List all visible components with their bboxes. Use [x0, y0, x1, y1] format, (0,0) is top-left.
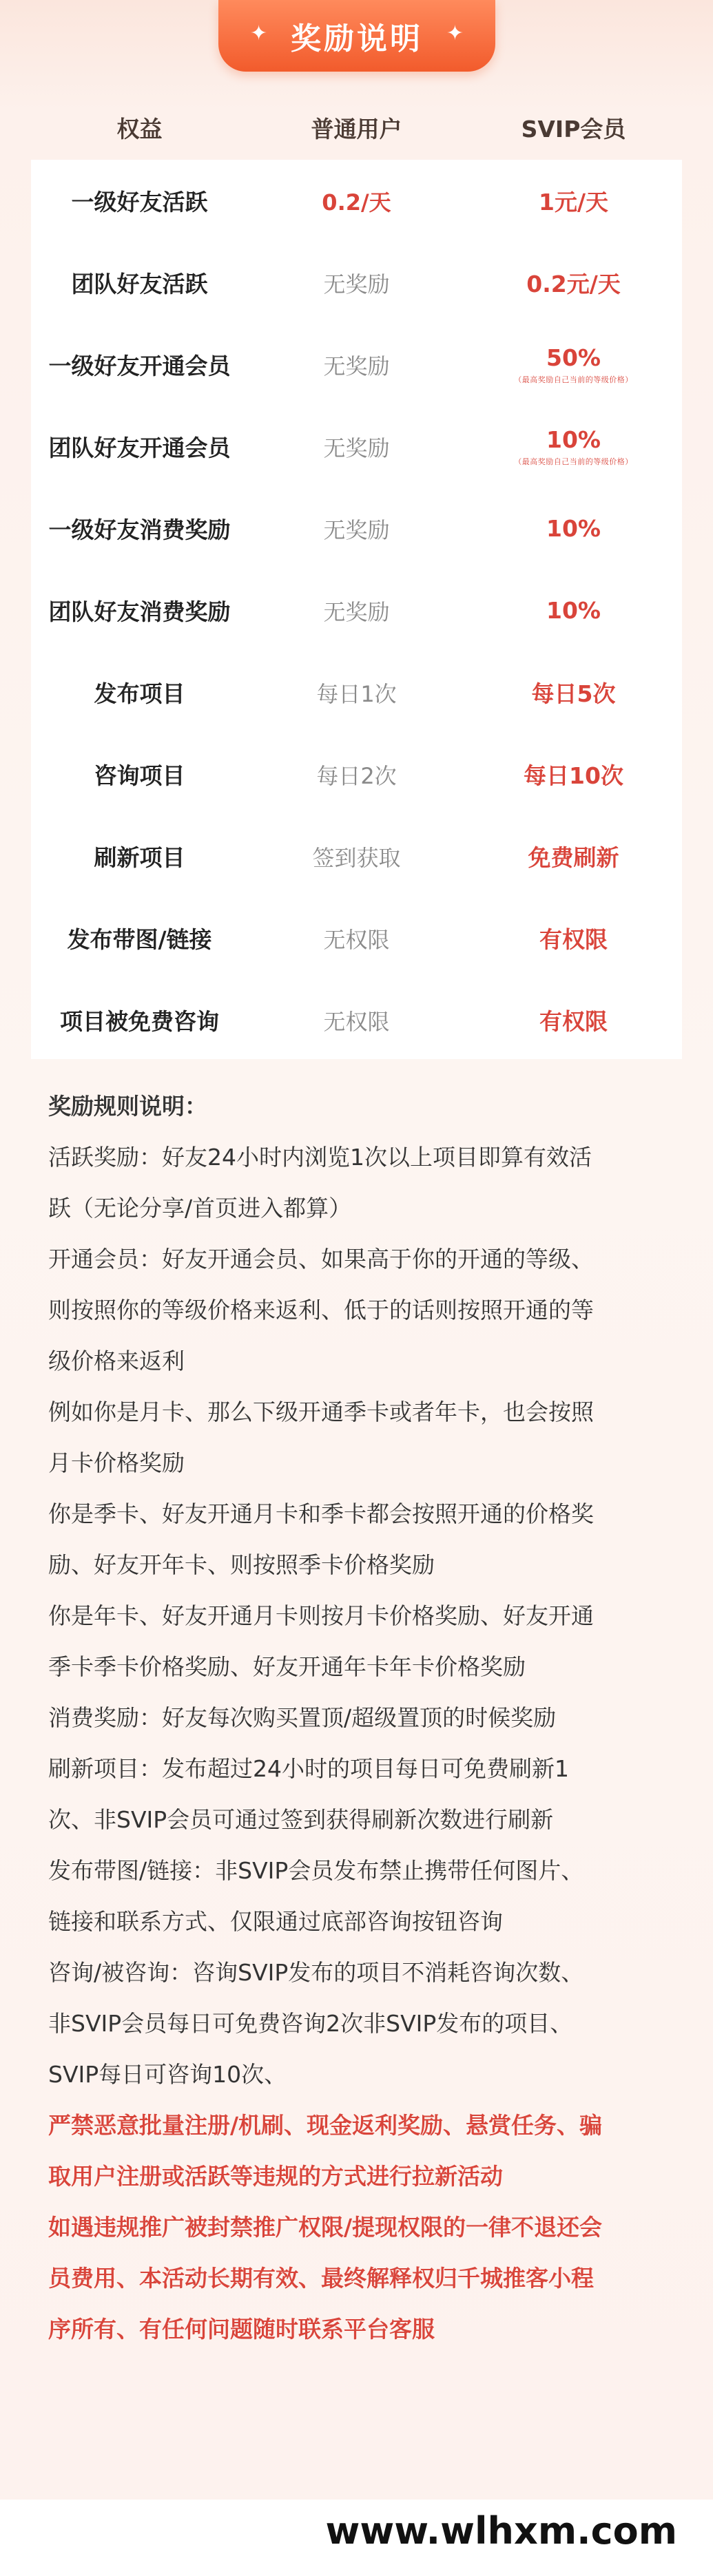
rule-text: 你是季卡、好友开通月卡和季卡都会按照开通的价格奖 [48, 1500, 594, 1527]
rule-text: 例如你是月卡、那么下级开通季卡或者年卡，也会按照 [48, 1399, 594, 1425]
table-header [31, 96, 682, 158]
header-normal-user: 普通用户 [311, 115, 402, 143]
normal-value: 无权限 [323, 1008, 390, 1035]
rule-text: 则按照你的等级价格来返利、低于的话则按照开通的等 [48, 1297, 594, 1323]
svip-note: （最高奖励自己当前的等级价格） [514, 457, 633, 466]
rule-text: 非SVIP会员每日可免费咨询2次非SVIP发布的项目、 [48, 2010, 573, 2037]
rule-text: 月卡价格奖励 [48, 1449, 185, 1476]
table-row [31, 160, 682, 242]
table-row [31, 324, 682, 406]
warning-text: 严禁恶意批量注册/机刷、现金返利奖励、悬赏任务、骗 [48, 2112, 603, 2139]
normal-value: 每日2次 [316, 762, 397, 789]
rule-text: SVIP每日可咨询10次、 [48, 2061, 287, 2088]
svip-value: 有权限 [539, 1008, 608, 1035]
svip-value: 每日5次 [531, 680, 616, 707]
normal-value: 无奖励 [323, 353, 390, 379]
table-row [31, 242, 682, 324]
rule-text: 发布带图/链接：非SVIP会员发布禁止携带任何图片、 [48, 1857, 584, 1884]
svip-value: 有权限 [539, 926, 608, 953]
benefits-table [31, 160, 682, 1059]
table-row [31, 488, 682, 569]
rule-text: 消费奖励：好友每次购买置顶/超级置顶的时候奖励 [48, 1704, 557, 1731]
rules-section [48, 1081, 668, 2355]
benefit-label: 咨询项目 [94, 762, 185, 789]
watermark: www.wlhxm.com [310, 2506, 692, 2555]
rule-text: 你是年卡、好友开通月卡则按月卡价格奖励、好友开通 [48, 1602, 594, 1629]
benefit-label: 一级好友消费奖励 [48, 516, 231, 543]
normal-value: 每日1次 [316, 680, 397, 707]
svip-value-cell [465, 344, 682, 385]
rule-text: 链接和联系方式、仅限通过底部咨询按钮咨询 [48, 1908, 503, 1935]
rule-text: 刷新项目：发布超过24小时的项目每日可免费刷新1 [48, 1755, 569, 1782]
svip-note: （最高奖励自己当前的等级价格） [514, 375, 633, 384]
benefit-label: 团队好友消费奖励 [48, 598, 231, 625]
normal-value: 0.2/天 [322, 189, 391, 216]
rule-text: 次、非SVIP会员可通过签到获得刷新次数进行刷新 [48, 1806, 554, 1833]
rule-text: 咨询/被咨询：咨询SVIP发布的项目不消耗咨询次数、 [48, 1959, 584, 1986]
sparkle-icon: ✦ [250, 21, 268, 45]
table-row [31, 815, 682, 897]
header-benefit: 权益 [116, 115, 163, 143]
svip-value: 每日10次 [524, 762, 623, 789]
table-row [31, 406, 682, 488]
normal-value: 签到获取 [312, 844, 401, 871]
table-row [31, 733, 682, 815]
svip-value: 50% [546, 344, 601, 371]
svip-value-cell [465, 426, 682, 467]
benefit-label: 刷新项目 [94, 844, 185, 871]
warning-text: 取用户注册或活跃等违规的方式进行拉新活动 [48, 2163, 503, 2190]
svip-value: 免费刷新 [528, 844, 619, 871]
benefit-label: 团队好友活跃 [71, 271, 208, 297]
svip-value: 1元/天 [538, 189, 608, 216]
svip-value: 10% [546, 515, 601, 542]
table-row [31, 897, 682, 979]
benefit-label: 发布带图/链接 [67, 926, 212, 953]
benefit-label: 团队好友开通会员 [48, 434, 231, 461]
rule-text: 级价格来返利 [48, 1348, 185, 1374]
warning-text: 如遇违规推广被封禁推广权限/提现权限的一律不退还会 [48, 2214, 603, 2241]
rule-text: 开通会员：好友开通会员、如果高于你的开通的等级、 [48, 1246, 594, 1273]
table-row [31, 651, 682, 733]
benefit-label: 发布项目 [94, 680, 185, 707]
normal-value: 无奖励 [323, 598, 390, 625]
warning-text: 员费用、本活动长期有效、最终解释权归千城推客小程 [48, 2265, 594, 2292]
rules-heading: 奖励规则说明： [48, 1093, 207, 1120]
normal-value: 无奖励 [323, 516, 390, 543]
normal-value: 无奖励 [323, 271, 390, 297]
rule-text: 跃（无论分享/首页进入都算） [48, 1195, 352, 1222]
rule-text: 励、好友开年卡、则按照季卡价格奖励 [48, 1551, 435, 1578]
table-row [31, 979, 682, 1061]
benefit-label: 一级好友开通会员 [48, 353, 231, 379]
sparkle-icon: ✦ [446, 21, 464, 45]
title-banner [218, 0, 495, 72]
table-row [31, 569, 682, 651]
page-title: 奖励说明 [291, 21, 423, 56]
rule-text: 季卡季卡价格奖励、好友开通年卡年卡价格奖励 [48, 1653, 526, 1680]
rule-text: 活跃奖励：好友24小时内浏览1次以上项目即算有效活 [48, 1144, 592, 1171]
header-svip: SVIP会员 [521, 115, 626, 143]
svip-value: 10% [546, 426, 601, 453]
benefit-label: 项目被免费咨询 [60, 1008, 219, 1035]
benefit-label: 一级好友活跃 [71, 189, 208, 216]
warning-text: 序所有、有任何问题随时联系平台客服 [48, 2316, 435, 2343]
normal-value: 无奖励 [323, 434, 390, 461]
svip-value: 0.2元/天 [526, 271, 621, 297]
normal-value: 无权限 [323, 926, 390, 953]
svip-value: 10% [546, 597, 601, 624]
